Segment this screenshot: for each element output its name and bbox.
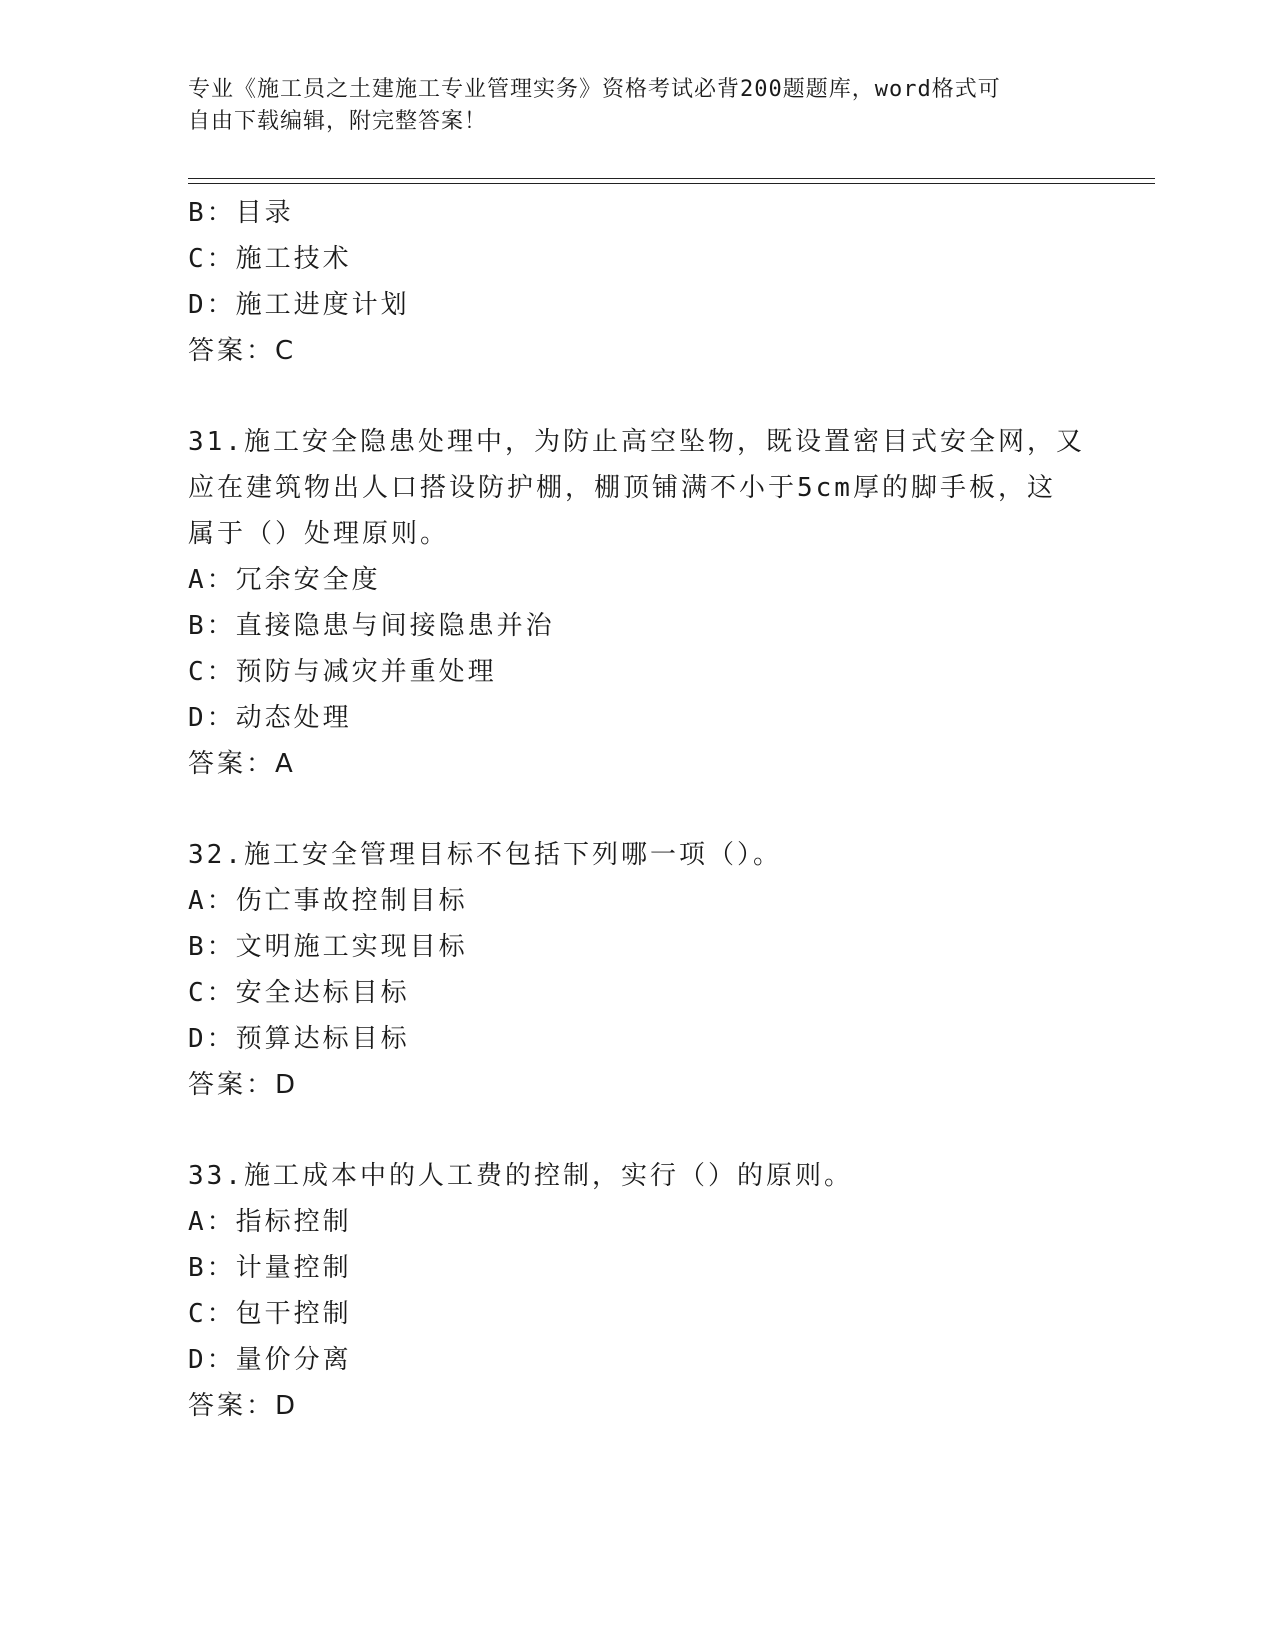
- option-a: A：伤亡事故控制目标: [188, 886, 468, 916]
- header-line-1: 专业《施工员之土建施工专业管理实务》资格考试必背200题题库，word格式可: [188, 77, 1001, 102]
- question-text-line: 属于（）处理原则。: [188, 519, 450, 549]
- option-a: A：冗余安全度: [188, 565, 381, 595]
- option-d: D：施工进度计划: [188, 290, 410, 320]
- option-d: D：量价分离: [188, 1345, 352, 1375]
- question-text-line: 32.施工安全管理目标不包括下列哪一项（）。: [188, 840, 782, 870]
- option-b: B：直接隐患与间接隐患并治: [188, 611, 555, 641]
- option-d: D：预算达标目标: [188, 1024, 410, 1054]
- answer: 答案：C: [188, 336, 297, 366]
- option-c: C：预防与减灾并重处理: [188, 657, 497, 687]
- option-c: C：安全达标目标: [188, 978, 410, 1008]
- option-b: B：文明施工实现目标: [188, 932, 468, 962]
- option-a: A：指标控制: [188, 1207, 352, 1237]
- question-text-line: 应在建筑物出人口搭设防护棚，棚顶铺满不小于5cm厚的脚手板，这: [188, 473, 1056, 503]
- question-list: [188, 190, 1088, 1429]
- question-31: [188, 419, 1088, 787]
- question-32: [188, 832, 1088, 1108]
- header-line-2: 自由下载编辑，附完整答案！: [188, 109, 488, 134]
- question-text-line: 31.施工安全隐患处理中，为防止高空坠物，既设置密目式安全网，又: [188, 427, 1085, 457]
- document-header: [188, 74, 1088, 138]
- option-c: C：包干控制: [188, 1299, 352, 1329]
- question-33: [188, 1153, 1088, 1429]
- question-prev: [188, 190, 1088, 374]
- header-rule-bottom: [188, 183, 1155, 184]
- question-text-line: 33.施工成本中的人工费的控制，实行（）的原则。: [188, 1161, 853, 1191]
- option-d: D：动态处理: [188, 703, 352, 733]
- option-b: B：目录: [188, 198, 294, 228]
- option-c: C：施工技术: [188, 244, 352, 274]
- answer: 答案：D: [188, 1070, 299, 1100]
- header-rule-top: [188, 178, 1155, 179]
- option-b: B：计量控制: [188, 1253, 352, 1283]
- answer: 答案：A: [188, 749, 296, 779]
- answer: 答案：D: [188, 1391, 299, 1421]
